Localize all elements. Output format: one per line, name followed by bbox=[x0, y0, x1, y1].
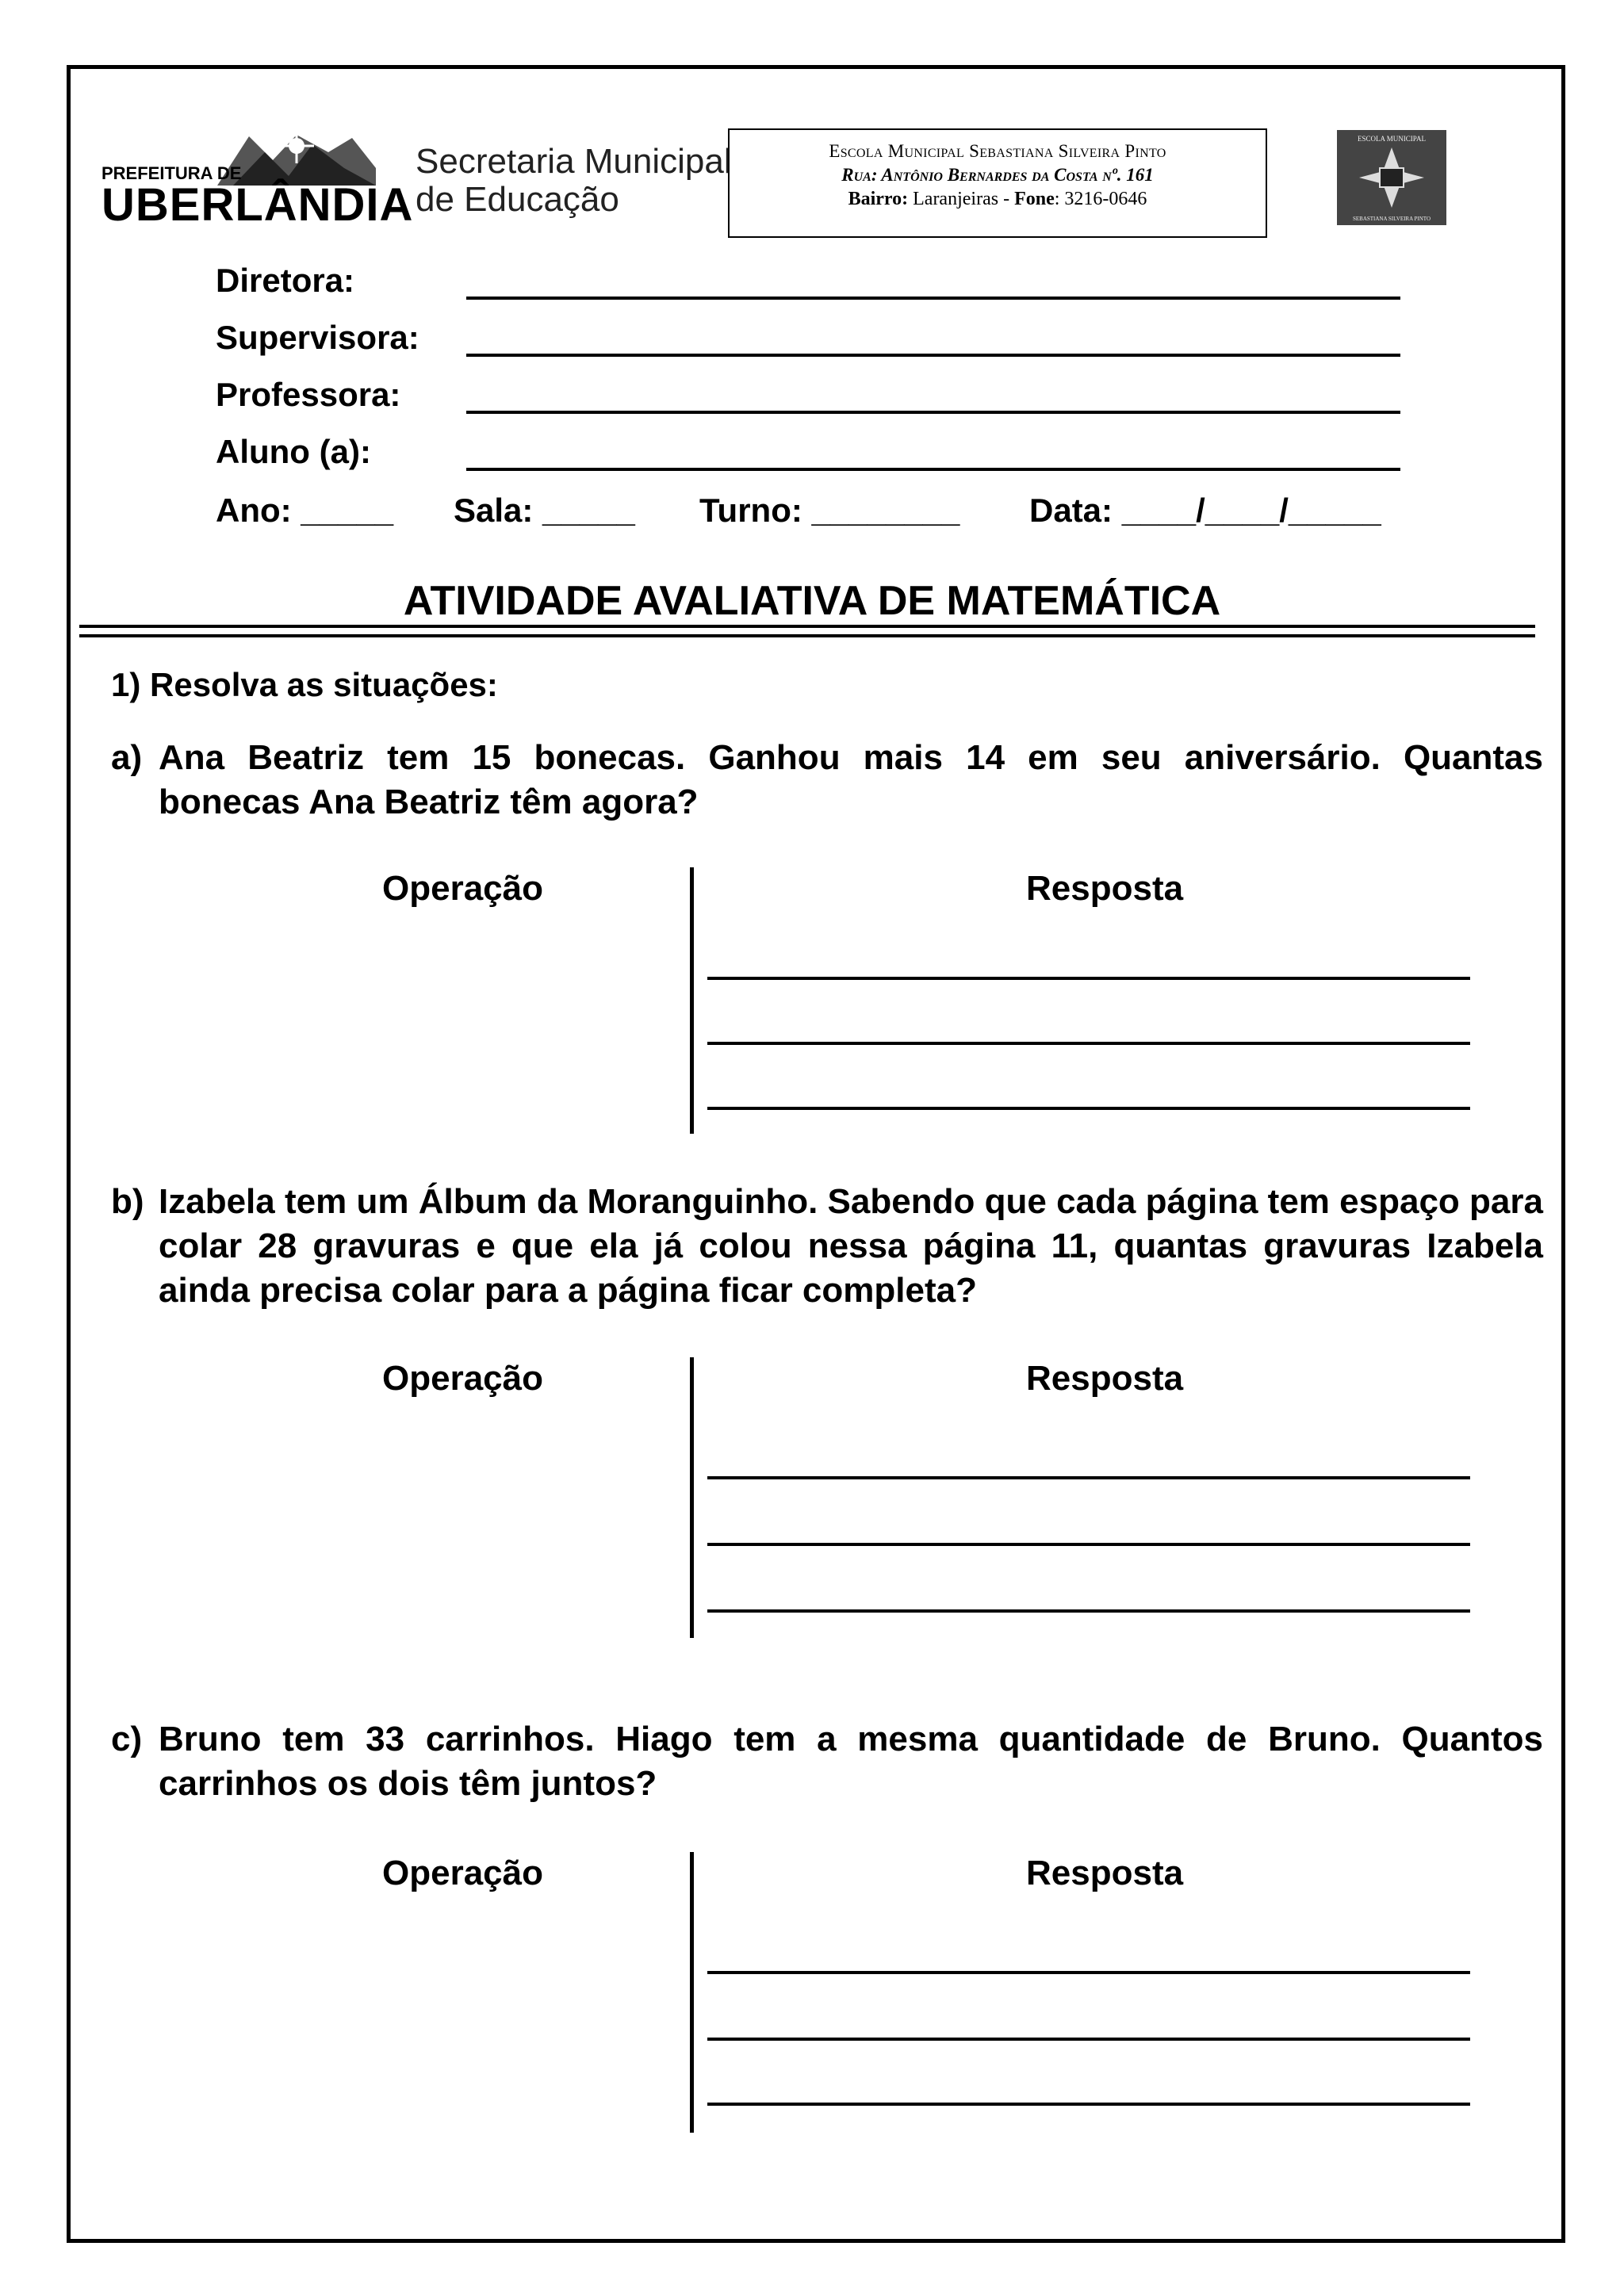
divider-a bbox=[690, 867, 694, 1134]
answer-line-a1[interactable] bbox=[707, 977, 1470, 980]
answer-line-b1[interactable] bbox=[707, 1476, 1470, 1479]
operacao-label-b: Operação bbox=[382, 1359, 543, 1398]
answer-line-c2[interactable] bbox=[707, 2038, 1470, 2041]
sala-field[interactable]: Sala: _____ bbox=[454, 492, 635, 529]
question-letter: a) bbox=[111, 738, 143, 777]
divider-b bbox=[690, 1357, 694, 1638]
professora-label: Professora: bbox=[216, 376, 401, 413]
question-a bbox=[111, 736, 1543, 825]
supervisora-line[interactable] bbox=[466, 354, 1400, 357]
ano-field[interactable]: Ano: _____ bbox=[216, 492, 394, 529]
school-emblem bbox=[1337, 130, 1446, 225]
question-b bbox=[111, 1180, 1543, 1313]
turno-field[interactable]: Turno: ________ bbox=[699, 492, 960, 529]
answer-line-c1[interactable] bbox=[707, 1971, 1470, 1974]
school-contact: Bairro: Laranjeiras - Fone: 3216-0646 bbox=[848, 189, 1147, 209]
prefeitura-city-name: UBERLÂNDIA bbox=[102, 179, 414, 231]
prefeitura-logo bbox=[102, 128, 414, 232]
answer-line-c3[interactable] bbox=[707, 2103, 1470, 2106]
fone-label: Fone bbox=[1014, 189, 1055, 209]
question-text: Ana Beatriz tem 15 bonecas. Ganhou mais 14 em seu aniversário. Quantas bonecas Ana Beatriz têm agora? bbox=[159, 738, 1543, 821]
answer-line-b3[interactable] bbox=[707, 1609, 1470, 1613]
question-text: Bruno tem 33 carrinhos. Hiago tem a mesma quantidade de Bruno. Quantos carrinhos os dois têm juntos? bbox=[159, 1720, 1543, 1803]
secretaria-line-2: de Educação bbox=[416, 180, 619, 220]
school-info-box bbox=[728, 128, 1267, 238]
diretora-line[interactable] bbox=[466, 297, 1400, 300]
diretora-label: Diretora: bbox=[216, 262, 355, 299]
school-name: Escola Municipal Sebastiana Silveira Pinto bbox=[829, 141, 1166, 161]
divider-c bbox=[690, 1852, 694, 2133]
double-rule-divider bbox=[79, 625, 1535, 645]
resposta-label-a: Resposta bbox=[1026, 869, 1184, 908]
answer-line-a2[interactable] bbox=[707, 1042, 1470, 1045]
emblem-bottom-text: SEBASTIANA SILVEIRA PINTO bbox=[1352, 216, 1431, 222]
aluno-line[interactable] bbox=[466, 468, 1400, 471]
aluno-label: Aluno (a): bbox=[216, 433, 371, 470]
operacao-label-c: Operação bbox=[382, 1854, 543, 1892]
bairro-label: Bairro: bbox=[848, 189, 909, 209]
prefeitura-small-text: PREFEITURA DE bbox=[102, 163, 242, 183]
answer-line-a3[interactable] bbox=[707, 1107, 1470, 1110]
supervisora-label: Supervisora: bbox=[216, 319, 419, 356]
question-c bbox=[111, 1717, 1543, 1806]
answer-line-b2[interactable] bbox=[707, 1543, 1470, 1546]
professora-line[interactable] bbox=[466, 411, 1400, 414]
school-street: Rua: Antônio Bernardes da Costa nº. 161 bbox=[841, 165, 1154, 185]
page-title: ATIVIDADE AVALIATIVA DE MATEMÁTICA bbox=[403, 578, 1221, 624]
secretaria-line-1: Secretaria Municipal bbox=[416, 142, 732, 181]
secretaria-logo bbox=[416, 143, 732, 220]
data-field[interactable]: Data: ____/____/_____ bbox=[1029, 492, 1381, 529]
question-letter: b) bbox=[111, 1182, 144, 1221]
emblem-top-text: ESCOLA MUNICIPAL bbox=[1358, 135, 1426, 143]
operacao-label-a: Operação bbox=[382, 869, 543, 908]
fone-value: 3216-0646 bbox=[1064, 189, 1147, 209]
resposta-label-b: Resposta bbox=[1026, 1359, 1184, 1398]
bairro-value: Laranjeiras bbox=[913, 189, 999, 209]
question-letter: c) bbox=[111, 1720, 143, 1758]
resposta-label-c: Resposta bbox=[1026, 1854, 1184, 1892]
question-text: Izabela tem um Álbum da Moranguinho. Sabendo que cada página tem espaço para colar 28 gravuras e que ela já colou nessa página 11, quantas gravuras Izabela ainda precisa colar para a página ficar completa? bbox=[159, 1182, 1543, 1310]
school-emblem-icon bbox=[1337, 130, 1446, 225]
section-heading: 1) Resolva as situações: bbox=[111, 666, 498, 703]
